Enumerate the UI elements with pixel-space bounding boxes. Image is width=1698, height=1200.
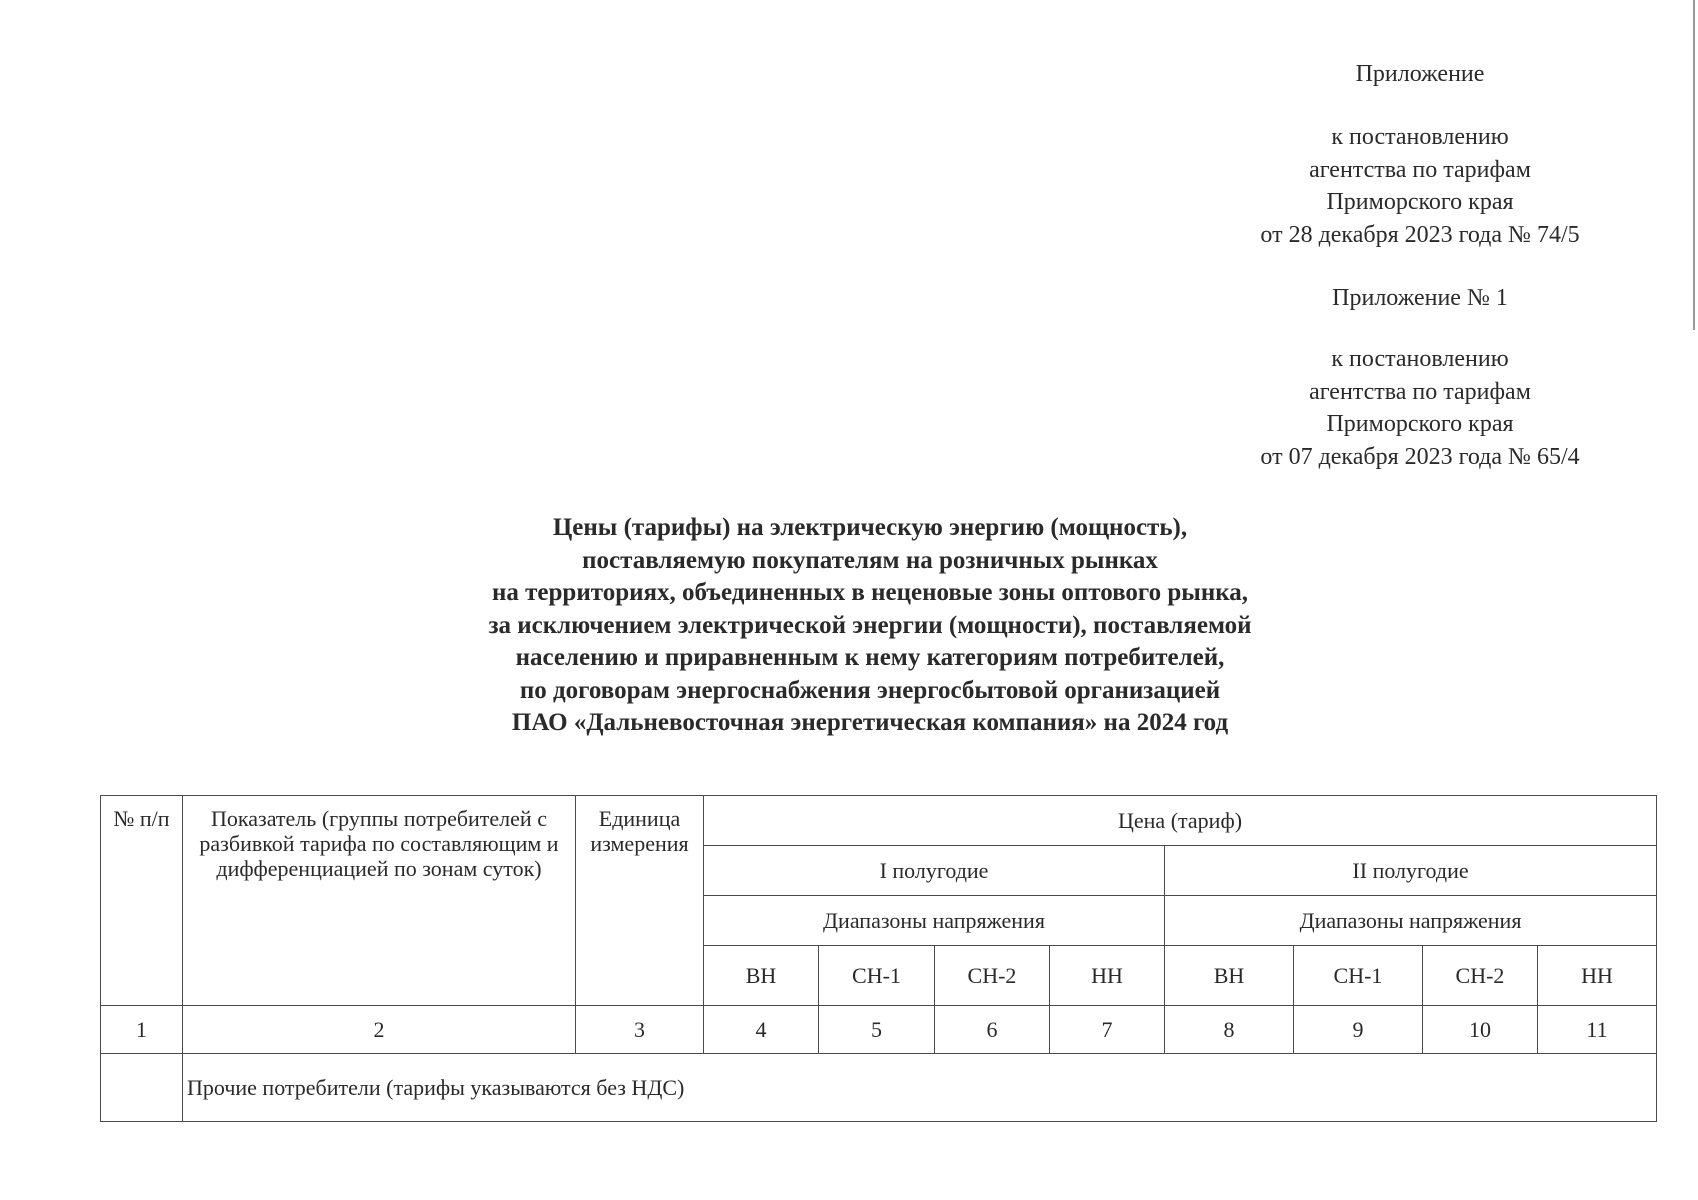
header-voltage-ranges-1: Диапазоны напряжения <box>704 896 1165 946</box>
title-line: населению и приравненным к нему категориям потребителей, <box>515 644 1225 671</box>
title-line: по договорам энергоснабжения энергосбытовой организацией <box>519 676 1221 704</box>
resolution-line: Приморского края <box>1326 189 1514 215</box>
resolution-line: к постановлению <box>1331 124 1509 150</box>
title-line: поставляемую покупателям на розничных рынках <box>582 546 1158 574</box>
column-number-cell: 8 <box>1165 1006 1294 1054</box>
column-numbers-row <box>101 1006 1657 1054</box>
title-line: ПАО «Дальневосточная энергетическая компания» на 2024 год <box>511 709 1229 736</box>
column-number-cell: 6 <box>935 1006 1050 1054</box>
resolution-line: Приморского края <box>1326 411 1514 437</box>
title-line: за исключением электрической энергии (мощности), поставляемой <box>488 611 1252 639</box>
header-half-2: II полугодие <box>1165 846 1657 896</box>
header-voltage-ranges-2: Диапазоны напряжения <box>1165 896 1657 946</box>
voltage-level-cell: ВН <box>1165 946 1294 1006</box>
header-unit: Единица измерения <box>576 796 704 1006</box>
tariff-table <box>100 795 1657 1122</box>
column-number-cell: 5 <box>819 1006 935 1054</box>
column-number-cell: 3 <box>576 1006 704 1054</box>
voltage-level-cell: НН <box>1050 946 1165 1006</box>
document-title <box>420 512 1320 740</box>
title-line: на территориях, объединенных в неценовые зоны оптового рынка, <box>492 579 1248 606</box>
appendix-label <box>1160 58 1680 91</box>
column-number-cell: 7 <box>1050 1006 1165 1054</box>
section-row-other-consumers <box>101 1054 1657 1122</box>
voltage-level-cell: СН-2 <box>935 946 1050 1006</box>
appendix-label-text: Приложение <box>1355 61 1485 87</box>
header-row-price <box>101 796 1657 846</box>
column-number-cell: 4 <box>704 1006 819 1054</box>
resolution-line: агентства по тарифам <box>1309 378 1531 405</box>
voltage-level-cell: СН-1 <box>819 946 935 1006</box>
voltage-level-cell: НН <box>1538 946 1657 1006</box>
resolution-line: агентства по тарифам <box>1309 156 1531 183</box>
voltage-level-cell: СН-2 <box>1423 946 1538 1006</box>
resolution-reference-74-5 <box>1160 121 1680 251</box>
section-label-cell: Прочие потребители (тарифы указываются без НДС) <box>183 1054 1657 1122</box>
header-half-1: I полугодие <box>704 846 1165 896</box>
header-indicator: Показатель (группы потребителей с разбивкой тарифа по составляющим и дифференциацией по зонам суток) <box>183 796 576 1006</box>
column-number-cell: 10 <box>1423 1006 1538 1054</box>
column-number-cell: 2 <box>183 1006 576 1054</box>
column-number-cell: 11 <box>1538 1006 1657 1054</box>
resolution-line: от 28 декабря 2023 года № 74/5 <box>1260 221 1580 248</box>
page-edge-line <box>1693 0 1695 330</box>
voltage-level-cell: ВН <box>704 946 819 1006</box>
header-price: Цена (тариф) <box>704 796 1657 846</box>
appendix-1-label-text: Приложение № 1 <box>1332 285 1508 311</box>
section-number-cell <box>101 1054 183 1122</box>
column-number-cell: 1 <box>101 1006 183 1054</box>
resolution-line: к постановлению <box>1331 346 1509 372</box>
title-line: Цены (тарифы) на электрическую энергию (мощность), <box>552 514 1188 541</box>
appendix-1-label <box>1160 282 1680 315</box>
header-number: № п/п <box>101 796 183 1006</box>
voltage-level-cell: СН-1 <box>1294 946 1423 1006</box>
resolution-line: от 07 декабря 2023 года № 65/4 <box>1260 443 1580 470</box>
resolution-reference-65-4 <box>1160 343 1680 473</box>
column-number-cell: 9 <box>1294 1006 1423 1054</box>
